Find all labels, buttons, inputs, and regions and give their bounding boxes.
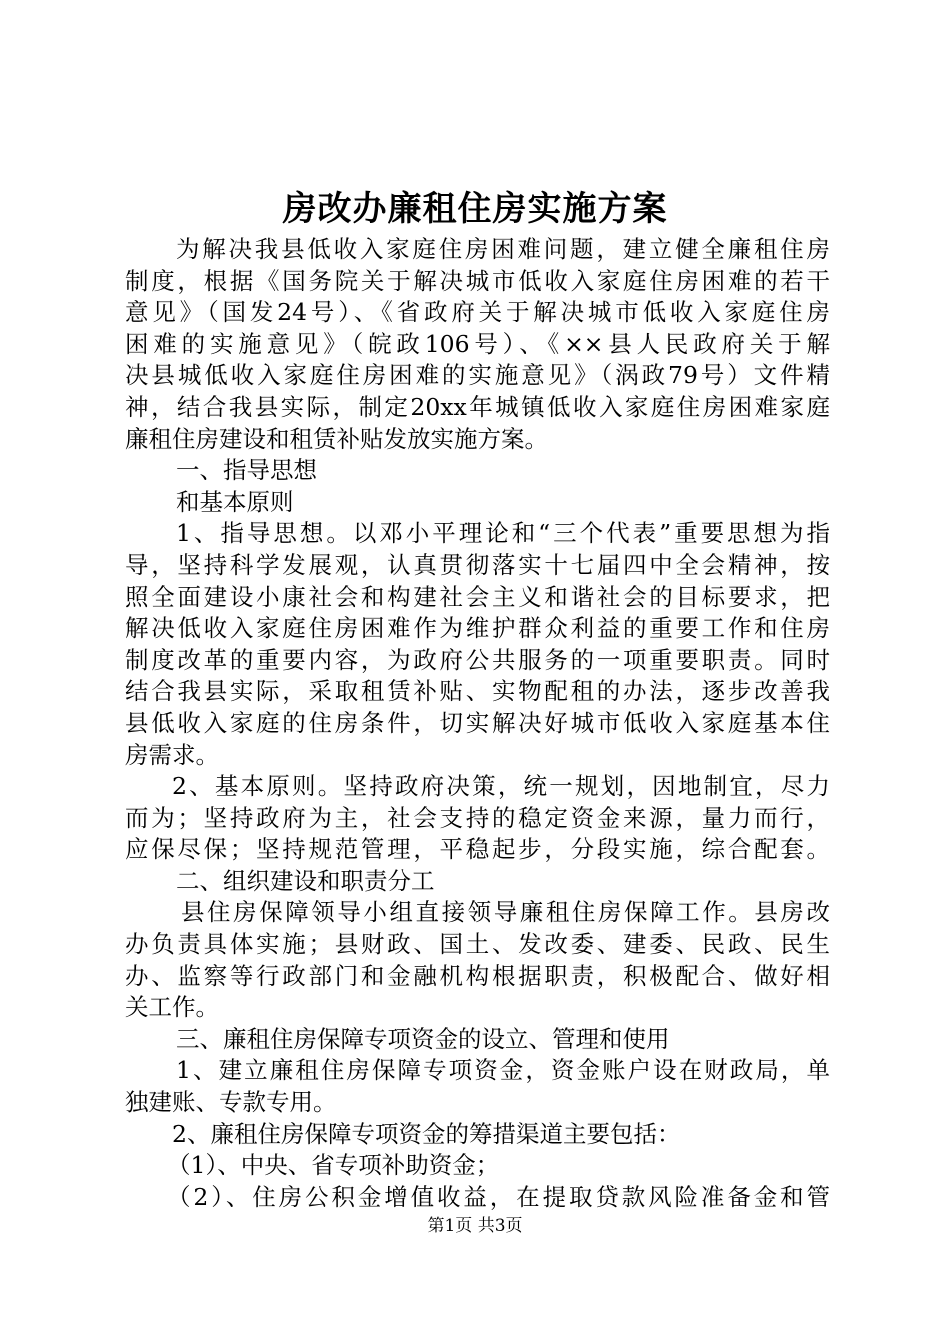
paragraph-line: 制度，根据《国务院关于解决城市低收入家庭住房困难的若干 — [125, 266, 830, 295]
paragraph-line: 神，结合我县实际，制定20xx年城镇低收入家庭住房困难家庭 — [125, 392, 830, 421]
paragraph-line: 办、监察等行政部门和金融机构根据职责，积极配合、做好相 — [125, 961, 830, 990]
paragraph-line: 导，坚持科学发展观，认真贯彻落实十七届四中全会精神，按 — [125, 550, 830, 579]
section-heading: 一、指导思想 — [176, 456, 317, 485]
paragraph-line: 应保尽保；坚持规范管理，平稳起步，分段实施，综合配套。 — [125, 835, 830, 864]
paragraph-line: 意见》（国发24号）、《省政府关于解决城市低收入家庭住房 — [125, 298, 830, 327]
paragraph-line: 2、基本原则。坚持政府决策，统一规划，因地制宜，尽力 — [172, 772, 830, 801]
document-title: 房改办廉租住房实施方案 — [282, 189, 668, 229]
section-heading: 二、组织建设和职责分工 — [176, 866, 435, 895]
paragraph-line: 县低收入家庭的住房条件，切实解决好城市低收入家庭基本住 — [125, 708, 830, 737]
paragraph-line: 制度改革的重要内容，为政府公共服务的一项重要职责。同时 — [125, 645, 830, 674]
paragraph-line: 决县城低收入家庭住房困难的实施意见》（涡政79号）文件精 — [125, 361, 830, 390]
paragraph-line: 结合我县实际，采取租赁补贴、实物配租的办法，逐步改善我 — [125, 677, 830, 706]
paragraph-line: 廉租住房建设和租赁补贴发放实施方案。 — [125, 424, 548, 453]
paragraph-line: 1、建立廉租住房保障专项资金，资金账户设在财政局，单 — [176, 1056, 830, 1085]
paragraph-line: 办负责具体实施；县财政、国土、发改委、建委、民政、民生 — [125, 930, 830, 959]
paragraph-line: 照全面建设小康社会和构建社会主义和谐社会的目标要求，把 — [125, 582, 830, 611]
section-heading: 和基本原则 — [176, 487, 294, 516]
paragraph-line: 困难的实施意见》（皖政106号）、《××县人民政府关于解 — [125, 329, 830, 358]
page-number-footer: 第1页 共3页 — [427, 1216, 523, 1236]
paragraph-line: 1、指导思想。以邓小平理论和“三个代表”重要思想为指 — [176, 519, 830, 548]
paragraph-line: 独建账、专款专用。 — [125, 1088, 337, 1117]
list-item: （2）、住房公积金增值收益，在提取贷款风险准备金和管 — [167, 1182, 830, 1211]
document-body — [125, 234, 830, 1213]
paragraph-line: 为解决我县低收入家庭住房困难问题，建立健全廉租住房 — [176, 235, 830, 263]
paragraph-line: 而为；坚持政府为主，社会支持的稳定资金来源，量力而行， — [125, 803, 830, 832]
list-item: （1）、中央、省专项补助资金； — [167, 1151, 500, 1180]
paragraph-line: 关工作。 — [125, 993, 219, 1022]
section-heading: 三、廉租住房保障专项资金的设立、管理和使用 — [176, 1024, 670, 1053]
paragraph-line: 房需求。 — [125, 740, 219, 769]
paragraph-line: 县住房保障领导小组直接领导廉租住房保障工作。县房改 — [181, 898, 830, 927]
paragraph-line: 解决低收入家庭住房困难作为维护群众利益的重要工作和住房 — [125, 614, 830, 643]
paragraph-line: 2、廉租住房保障专项资金的筹措渠道主要包括： — [172, 1119, 681, 1148]
